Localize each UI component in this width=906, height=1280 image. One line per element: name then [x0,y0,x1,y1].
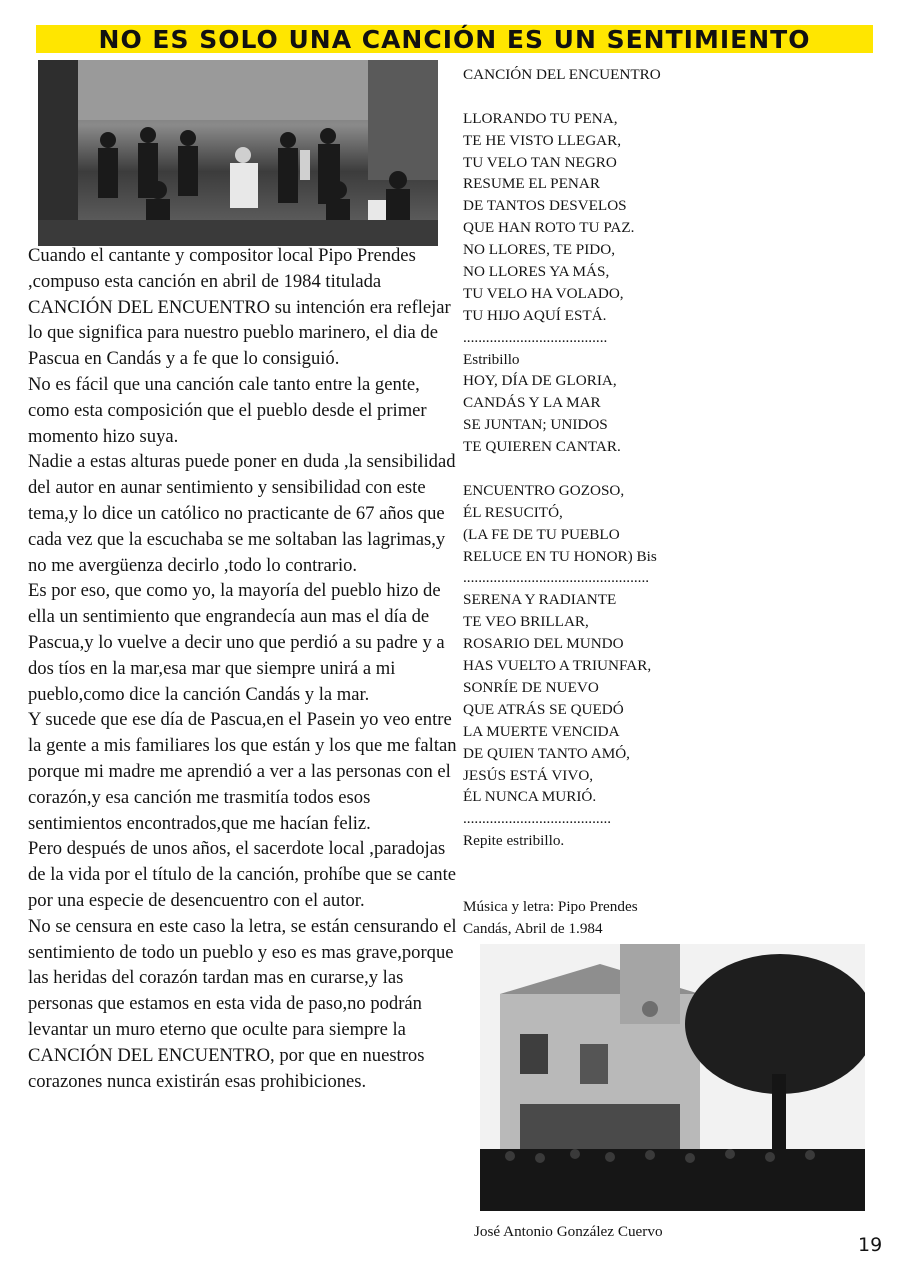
song-credit [463,896,723,940]
lyrics-line: TU VELO HA VOLADO, [463,284,624,302]
lyrics-line: SONRÍE DE NUEVO [463,678,599,696]
church-square-photo-graphic [480,944,865,1211]
lyrics-line: JESÚS ESTÁ VIVO, [463,766,594,784]
credit-line: Música y letra: Pipo Prendes [463,898,638,915]
article-paragraph: Pero después de unos años, el sacerdote local ,paradojas de la vida por el título de la canción, prohíbe que se cante por una especie de desencuentro con el autor. [28,838,457,911]
procession-photo [38,60,438,246]
lyrics-line: RESUME EL PENAR [463,175,600,193]
lyrics-line: TE QUIEREN CANTAR. [463,438,621,456]
procession-photo-graphic [38,60,438,246]
repeat-chorus-note: Repite estribillo. [463,832,565,850]
lyrics-line: TE HE VISTO LLEGAR, [463,131,622,149]
article-paragraph: No es fácil que una canción cale tanto entre la gente, como esta composición que el pueblo desde el primer momento hizo suya. [28,373,427,447]
article-paragraph: Nadie a estas alturas puede poner en duda ,la sensibilidad del autor en aunar sentimiento y sensibilidad con este tema,y lo dice un católico no practicante de 67 años que cada vez que la escuchaba se me soltaban las lagrimas,y no me avergüenza decirlo ,todo lo contrario. [28,451,456,576]
lyrics-line [463,86,723,108]
chorus-label: Estribillo [463,350,520,368]
author-name: José Antonio González Cuervo [474,1223,663,1240]
lyrics-separator: ....................................... [463,810,612,828]
lyrics-line: RELUCE EN TU HONOR) Bis [463,547,657,565]
lyrics-separator: ................................................. [463,569,650,587]
lyrics-line: QUE ATRÁS SE QUEDÓ [463,700,624,718]
lyrics-line [463,458,723,480]
lyrics-line: NO LLORES, TE PIDO, [463,241,616,259]
lyrics-line: LA MUERTE VENCIDA [463,722,620,740]
credit-line: Candás, Abril de 1.984 [463,919,603,937]
article-paragraph: No se censura en este caso la letra, se están censurando el sentimiento de todo un pueblo y eso es mas grave,porque las heridas del corazón tardan mas en curarse,y las personas que estamos en esta vida de paso,no podrán levantar un muro eterno que oculte para siempre la CANCIÓN DEL ENCUENTRO, por que en nuestros corazones nunca existirán esas prohibiciones. [28,915,457,1092]
lyrics-line: HAS VUELTO A TRIUNFAR, [463,657,652,675]
lyrics-separator: ...................................... [463,328,608,346]
song-lyrics [463,64,723,852]
article-paragraph: Cuando el cantante y compositor local Pipo Prendes ,compuso esta canción en abril de 1984 titulada CANCIÓN DEL ENCUENTRO su intención era reflejar lo que significa para nuestro pueblo marinero, el dia de Pascua en Candás y a fe que lo consiguió. [28,245,451,370]
lyrics-title: CANCIÓN DEL ENCUENTRO [463,66,661,83]
lyrics-line: (LA FE DE TU PUEBLO [463,525,620,543]
page-title-banner: NO ES SOLO UNA CANCIÓN ES UN SENTIMIENTO [36,25,873,53]
lyrics-line: TU VELO TAN NEGRO [463,153,617,171]
lyrics-line: ÉL NUNCA MURIÓ. [463,788,597,806]
lyrics-line: DE TANTOS DESVELOS [463,197,627,215]
lyrics-line: TU HIJO AQUÍ ESTÁ. [463,306,607,324]
article-paragraph: Es por eso, que como yo, la mayoría del pueblo hizo de ella un sentimiento que engrandecía aun mas el día de Pascua,y lo vuelve a decir uno que perdió a su padre y a dos tíos en la mar,esa mar que siempre unirá a mi pueblo,como dice la canción Candás y la mar. [28,580,445,705]
lyrics-line: ÉL RESUCITÓ, [463,503,563,521]
lyrics-line: ENCUENTRO GOZOSO, [463,481,625,499]
article-paragraph: Y sucede que ese día de Pascua,en el Pasein yo veo entre la gente a mis familiares los que están y los que me faltan porque mi madre me aprendió a ver a las personas con el corazón,y esa canción me trasmitía todos esos sentimientos encontrados,que me hacían feliz. [28,709,457,834]
article-body [28,243,458,1094]
lyrics-line: ROSARIO DEL MUNDO [463,635,624,653]
lyrics-line: CANDÁS Y LA MAR [463,394,601,412]
lyrics-line: TE VEO BRILLAR, [463,613,589,631]
church-square-photo [480,944,865,1211]
lyrics-line: NO LLORES YA MÁS, [463,263,610,281]
lyrics-line: DE QUIEN TANTO AMÓ, [463,744,630,762]
page-number: 19 [858,1234,883,1256]
lyrics-line: HOY, DÍA DE GLORIA, [463,372,617,390]
lyrics-line: QUE HAN ROTO TU PAZ. [463,219,635,237]
lyrics-line: SE JUNTAN; UNIDOS [463,416,608,434]
lyrics-line: LLORANDO TU PENA, [463,109,618,127]
lyrics-line: SERENA Y RADIANTE [463,591,617,609]
